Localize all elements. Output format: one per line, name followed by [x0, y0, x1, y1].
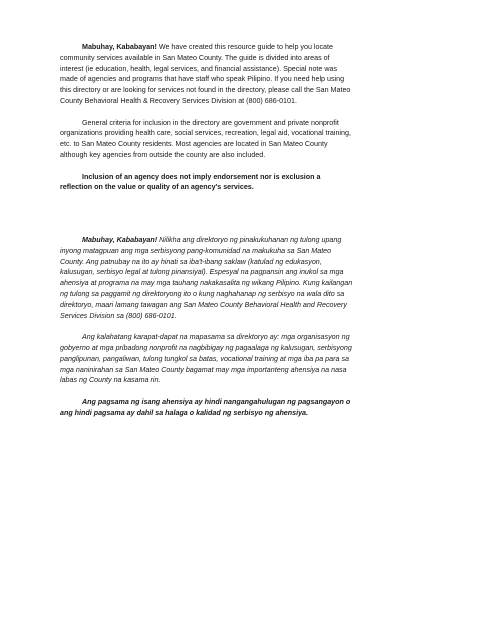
tagalog-greeting: Mabuhay, Kababayan!	[82, 236, 158, 244]
english-paragraph-1-text: We have created this resource guide to help you locate community services available in San Mateo County. The guide is divided into areas of interest (ie education, health, legal services, and financial assistance). Special note was made of agencies and programs that have staff who speak Pilipino. If you need help using this directory or are looking for services not found in the directory, please call the San Mateo County Behavioral Health & Recovery Services Division at (800) 686-0101.	[60, 43, 351, 105]
tagalog-intro	[60, 235, 353, 419]
english-disclaimer: Inclusion of an agency does not imply endorsement nor is exclusion a reflection on the value or quality of an agency's services.	[60, 172, 321, 192]
tagalog-paragraph-1-text: Nilikha ang direktoryo ng pinakukuhanan ng tulong upang inyong matagpuan ang mga serbisyong pang-komunidad na makukuha sa San Mateo County. Ang patnubay na ito ay hinati sa iba't-ibang saklaw (katulad ng edukasyon, kalusugan, serbisyo legal at tulong pinansiyal). Espesyal na pagpansin ang inukol sa mga ahensiya at programa na may mga tauhang nakakasalita ng wikang Pilipino. Kung kailangan ng tulong sa paggamit ng direktoryong ito o kung naghahanap ng serbisyo na wala dito sa direktoryo, maari lamang tawagan ang San Mateo County Behavioral Health and Recovery Services Division sa (800) 686-0101.	[60, 236, 353, 320]
tagalog-paragraph-1	[60, 235, 353, 321]
tagalog-paragraph-2: Ang kalahatang karapat-dapat na mapasama sa direktoryo ay: mga organisasyon ng gobyerno at mga pribadong nonprofit na nagbibigay ng pagaalaga ng kalusugan, serbisyong panglipunan, pangaliwan, tulong tungkol sa batas, vocational training at mga iba pa para sa mga naninirahan sa San Mateo County bagamat may mga importanteng ahensiya na nasa labas ng County na kasama rin.	[60, 333, 352, 385]
english-paragraph-1	[60, 42, 353, 107]
english-greeting: Mabuhay, Kababayan!	[82, 43, 157, 51]
tagalog-disclaimer: Ang pagsama ng isang ahensiya ay hindi nangangahulugan ng pagsangayon o ang hindi pagsama ay dahil sa halaga o kalidad ng serbisyo ng ahensiya.	[60, 397, 351, 417]
english-paragraph-2: General criteria for inclusion in the directory are government and private nonprofit organizations providing health care, social services, recreation, legal aid, vocational training, etc. to San Mateo County residents. Most agencies are located in San Mateo County although key agencies from outside the county are also included.	[60, 118, 351, 159]
english-intro	[60, 42, 353, 193]
